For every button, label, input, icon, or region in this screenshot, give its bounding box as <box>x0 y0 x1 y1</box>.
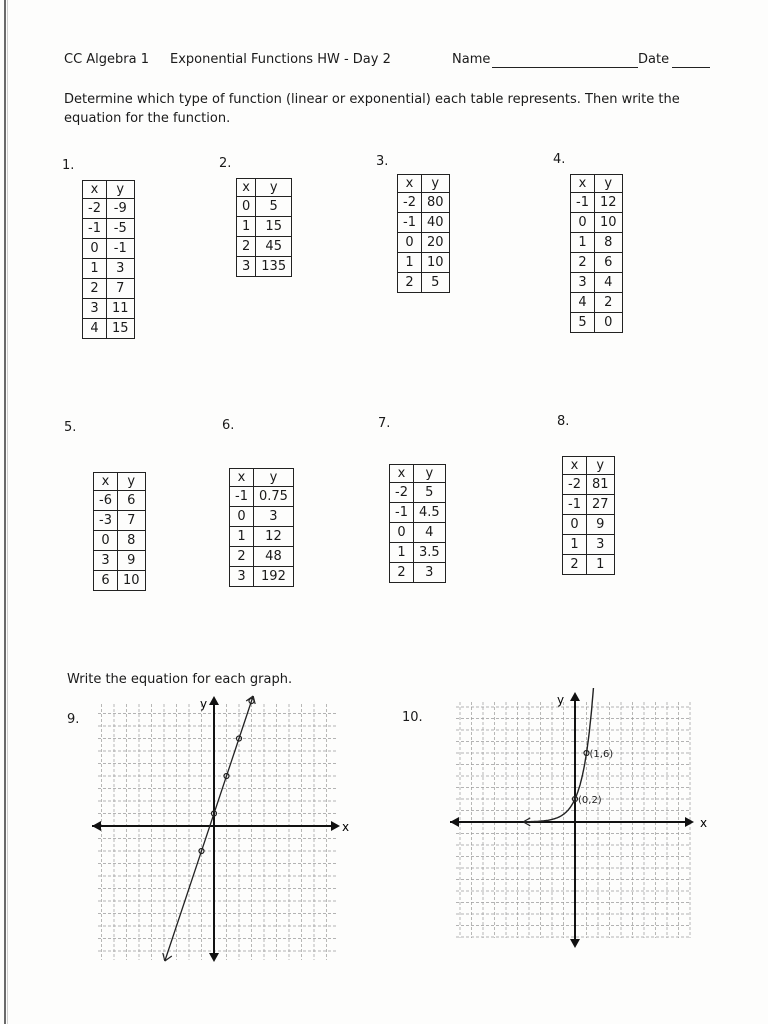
y-header: y <box>413 465 445 483</box>
graph-9 <box>88 690 360 970</box>
x-value: 5 <box>571 313 595 333</box>
y-value: 6 <box>594 253 622 273</box>
x-value: 2 <box>563 555 587 575</box>
graph-9-grid <box>98 704 338 960</box>
x-value: 1 <box>571 233 595 253</box>
table-row <box>571 233 623 253</box>
y-value: 0 <box>594 313 622 333</box>
name-label: Name <box>452 52 491 67</box>
x-axis-arrow-left <box>92 821 101 831</box>
y-value: -9 <box>106 199 134 219</box>
y-value: 48 <box>253 547 293 567</box>
graph-9-axes <box>92 696 340 962</box>
y-value: 15 <box>106 319 134 339</box>
y-axis-arrow-down <box>209 953 219 962</box>
graph-10-point-label: (1,6) <box>589 749 614 760</box>
table-row <box>390 503 446 523</box>
x-value: -6 <box>94 491 118 511</box>
y-value: 7 <box>106 279 134 299</box>
table-row <box>563 535 615 555</box>
table-row <box>83 319 135 339</box>
x-value: 0 <box>83 239 107 259</box>
table-row <box>563 515 615 535</box>
table-header-row <box>83 181 135 199</box>
x-axis-arrow-right <box>331 821 340 831</box>
x-axis-arrow-left <box>450 817 459 827</box>
graph-10-y-label: y <box>557 693 565 707</box>
x-value: 1 <box>390 543 414 563</box>
y-value: 11 <box>106 299 134 319</box>
x-value: -1 <box>83 219 107 239</box>
problem-8-table <box>562 456 615 575</box>
table-row <box>237 257 292 277</box>
x-value: -1 <box>571 193 595 213</box>
y-value: 27 <box>586 495 614 515</box>
x-value: 4 <box>571 293 595 313</box>
problem-6-number: 6. <box>222 418 235 433</box>
instructions: Determine which type of function (linear or exponential) each table represents. Then write the equation for the function. <box>64 92 680 126</box>
x-header: x <box>94 473 118 491</box>
problem-2-number: 2. <box>219 156 232 171</box>
y-value: 20 <box>421 233 449 253</box>
y-header: y <box>421 175 449 193</box>
y-value: 80 <box>421 193 449 213</box>
table-row <box>83 279 135 299</box>
x-value: 3 <box>571 273 595 293</box>
table-row <box>94 511 146 531</box>
table-row <box>230 527 294 547</box>
x-value: -2 <box>398 193 422 213</box>
y-value: 12 <box>594 193 622 213</box>
x-value: -2 <box>563 475 587 495</box>
problem-9-number: 9. <box>67 712 80 727</box>
table-row <box>230 487 294 507</box>
x-value: -1 <box>563 495 587 515</box>
y-value: 3 <box>253 507 293 527</box>
y-value: 40 <box>421 213 449 233</box>
name-field[interactable] <box>492 67 638 68</box>
table-row <box>237 217 292 237</box>
table-row <box>398 233 450 253</box>
scan-edge <box>4 0 6 1024</box>
x-value: 3 <box>83 299 107 319</box>
table-header-row <box>563 457 615 475</box>
y-value: 10 <box>421 253 449 273</box>
problem-7-table <box>389 464 446 583</box>
problem-6-table <box>229 468 294 587</box>
x-value: 1 <box>230 527 254 547</box>
y-value: 9 <box>586 515 614 535</box>
table-row <box>83 299 135 319</box>
table-row <box>83 239 135 259</box>
y-header: y <box>594 175 622 193</box>
y-header: y <box>253 469 293 487</box>
x-value: 2 <box>571 253 595 273</box>
y-axis-arrow-down <box>570 939 580 948</box>
x-value: 2 <box>398 273 422 293</box>
y-value: 45 <box>256 237 292 257</box>
table-row <box>398 273 450 293</box>
x-value: 0 <box>94 531 118 551</box>
x-value: 1 <box>237 217 256 237</box>
y-header: y <box>106 181 134 199</box>
table-row <box>571 313 623 333</box>
y-value: 1 <box>586 555 614 575</box>
y-value: 135 <box>256 257 292 277</box>
y-header: y <box>256 179 292 197</box>
worksheet-title: Exponential Functions HW - Day 2 <box>170 52 391 67</box>
x-value: 2 <box>83 279 107 299</box>
table-header-row <box>237 179 292 197</box>
table-row <box>398 213 450 233</box>
table-header-row <box>390 465 446 483</box>
y-value: 8 <box>117 531 145 551</box>
table-row <box>398 193 450 213</box>
problem-2-table <box>236 178 292 277</box>
y-value: 12 <box>253 527 293 547</box>
y-value: 5 <box>421 273 449 293</box>
y-value: 7 <box>117 511 145 531</box>
x-value: -3 <box>94 511 118 531</box>
graph-10-grid <box>456 702 690 938</box>
x-header: x <box>237 179 256 197</box>
table-row <box>230 507 294 527</box>
y-value: 4 <box>413 523 445 543</box>
x-value: 0 <box>398 233 422 253</box>
table-row <box>390 563 446 583</box>
x-header: x <box>398 175 422 193</box>
x-value: -2 <box>83 199 107 219</box>
x-value: 2 <box>237 237 256 257</box>
x-axis-arrow-right <box>685 817 694 827</box>
table-row <box>237 197 292 217</box>
problem-5-table <box>93 472 146 591</box>
problem-4-number: 4. <box>553 152 566 167</box>
x-value: 6 <box>94 571 118 591</box>
x-value: 3 <box>230 567 254 587</box>
problem-1-number: 1. <box>62 158 75 173</box>
graph-10-x-label: x <box>700 816 708 830</box>
table-row <box>94 491 146 511</box>
y-value: -1 <box>106 239 134 259</box>
table-row <box>563 555 615 575</box>
graph-10-point-label: (0,2) <box>578 795 602 806</box>
x-header: x <box>230 469 254 487</box>
graph-9-x-label: x <box>342 820 350 834</box>
y-value: 2 <box>594 293 622 313</box>
table-row <box>237 237 292 257</box>
y-value: 10 <box>594 213 622 233</box>
x-header: x <box>571 175 595 193</box>
y-value: 3 <box>106 259 134 279</box>
table-row <box>398 253 450 273</box>
table-row <box>83 219 135 239</box>
scan-edge-shadow <box>7 0 8 1024</box>
table-header-row <box>571 175 623 193</box>
table-header-row <box>230 469 294 487</box>
y-value: 81 <box>586 475 614 495</box>
y-value: 4 <box>594 273 622 293</box>
problem-7-number: 7. <box>378 416 391 431</box>
x-value: 1 <box>83 259 107 279</box>
graph-10 <box>448 688 716 950</box>
problem-1-table <box>82 180 135 339</box>
x-value: -1 <box>230 487 254 507</box>
y-value: 192 <box>253 567 293 587</box>
table-row <box>83 199 135 219</box>
table-row <box>94 531 146 551</box>
y-value: 15 <box>256 217 292 237</box>
x-value: 0 <box>390 523 414 543</box>
table-header-row <box>94 473 146 491</box>
table-row <box>390 483 446 503</box>
x-header: x <box>390 465 414 483</box>
table-row <box>390 523 446 543</box>
y-value: 3 <box>586 535 614 555</box>
table-row <box>83 259 135 279</box>
x-header: x <box>83 181 107 199</box>
x-value: 3 <box>94 551 118 571</box>
y-value: 3 <box>413 563 445 583</box>
table-row <box>571 193 623 213</box>
y-value: 5 <box>256 197 292 217</box>
y-header: y <box>117 473 145 491</box>
graph-9-y-label: y <box>200 697 208 711</box>
table-row <box>563 475 615 495</box>
y-value: 6 <box>117 491 145 511</box>
y-value: 9 <box>117 551 145 571</box>
graph-10-points <box>573 749 614 806</box>
x-value: 2 <box>230 547 254 567</box>
x-value: 0 <box>230 507 254 527</box>
date-field[interactable] <box>672 67 710 68</box>
x-header: x <box>563 457 587 475</box>
x-value: -2 <box>390 483 414 503</box>
y-value: 3.5 <box>413 543 445 563</box>
problem-8-number: 8. <box>557 414 570 429</box>
problem-4-table <box>570 174 623 333</box>
table-row <box>390 543 446 563</box>
table-row <box>563 495 615 515</box>
table-row <box>571 253 623 273</box>
table-row <box>94 551 146 571</box>
x-value: 0 <box>237 197 256 217</box>
x-value: 0 <box>563 515 587 535</box>
y-value: 10 <box>117 571 145 591</box>
table-row <box>571 273 623 293</box>
y-axis-arrow-up <box>570 692 580 701</box>
y-value: 8 <box>594 233 622 253</box>
problem-3-table <box>397 174 450 293</box>
y-value: 4.5 <box>413 503 445 523</box>
y-value: -5 <box>106 219 134 239</box>
x-value: 0 <box>571 213 595 233</box>
problem-10-number: 10. <box>402 710 423 725</box>
table-row <box>230 567 294 587</box>
table-row <box>94 571 146 591</box>
graph-10-axes <box>450 692 694 948</box>
x-value: -1 <box>390 503 414 523</box>
x-value: 1 <box>398 253 422 273</box>
y-value: 5 <box>413 483 445 503</box>
table-row <box>571 213 623 233</box>
x-value: 4 <box>83 319 107 339</box>
course-name: CC Algebra 1 <box>64 52 150 67</box>
x-value: 1 <box>563 535 587 555</box>
table-row <box>571 293 623 313</box>
y-axis-arrow-up <box>209 696 219 705</box>
table-row <box>230 547 294 567</box>
problem-5-number: 5. <box>64 420 77 435</box>
y-value: 0.75 <box>253 487 293 507</box>
problem-3-number: 3. <box>376 154 389 169</box>
x-value: 3 <box>237 257 256 277</box>
x-value: -1 <box>398 213 422 233</box>
x-value: 2 <box>390 563 414 583</box>
graphs-instructions: Write the equation for each graph. <box>67 672 293 687</box>
date-label: Date <box>638 52 670 67</box>
y-header: y <box>586 457 614 475</box>
worksheet-header <box>64 52 724 74</box>
table-header-row <box>398 175 450 193</box>
